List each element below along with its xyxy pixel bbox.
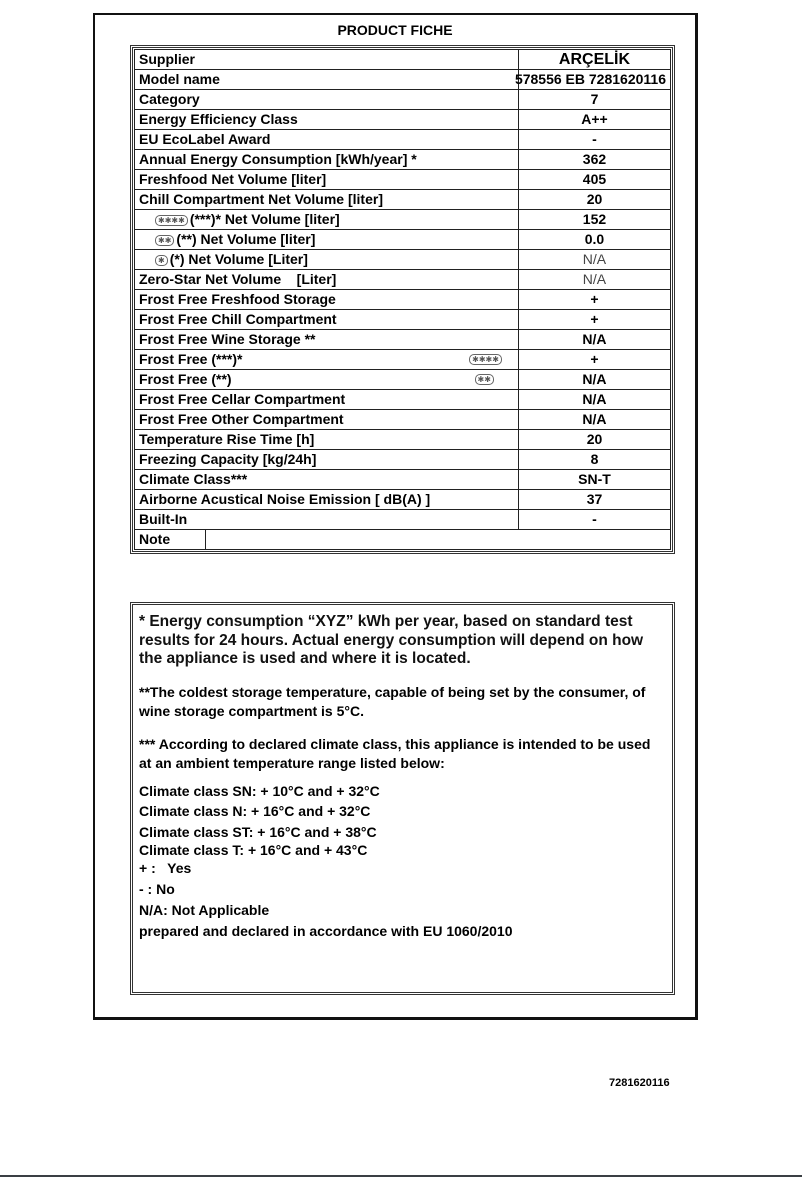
row-label: Category — [135, 90, 519, 110]
row-value: 20 — [518, 430, 670, 450]
two-star-freezer-icon: ✱✱ — [475, 374, 494, 385]
one-star-freezer-icon: ✱ — [155, 255, 168, 266]
row-label: Supplier — [135, 50, 519, 70]
row-value: + — [518, 350, 670, 370]
table-row — [135, 150, 671, 170]
table-row — [135, 130, 671, 150]
note-row — [135, 530, 671, 550]
row-value: 0.0 — [518, 230, 670, 250]
row-label-cell — [135, 350, 519, 370]
row-label: Frost Free Freshfood Storage — [135, 290, 519, 310]
row-value: - — [518, 510, 670, 530]
row-value: N/A — [518, 250, 670, 270]
climate-class-t: Climate class T: + 16°C and + 43°C — [139, 842, 368, 858]
row-value: SN-T — [518, 470, 670, 490]
row-label: Freshfood Net Volume [liter] — [135, 170, 519, 190]
spec-table-grid — [134, 49, 671, 550]
row-label: Energy Efficiency Class — [135, 110, 519, 130]
table-row — [135, 110, 671, 130]
row-label: Frost Free (**) — [139, 371, 232, 387]
row-label: Frost Free Other Compartment — [135, 410, 519, 430]
four-star-freezer-icon: ✱✱✱✱ — [469, 354, 502, 365]
row-value: 20 — [518, 190, 670, 210]
row-label: Chill Compartment Net Volume [liter] — [135, 190, 519, 210]
row-label: Model name — [135, 70, 519, 90]
climate-footnote: *** According to declared climate class, this appliance is intended to be used at an ambient temperature range listed below: — [139, 735, 651, 771]
row-label: Frost Free Chill Compartment — [135, 310, 519, 330]
table-row — [135, 290, 671, 310]
row-label: Frost Free Wine Storage ** — [135, 330, 519, 350]
row-label: Climate Class*** — [135, 470, 519, 490]
row-value: ARÇELİK — [518, 50, 670, 70]
table-row — [135, 170, 671, 190]
row-label: EU EcoLabel Award — [135, 130, 519, 150]
note-table — [135, 530, 670, 549]
table-row — [135, 350, 671, 370]
row-value — [514, 70, 670, 90]
row-value: N/A — [518, 330, 670, 350]
row-label: (***)* Net Volume [liter] — [189, 211, 340, 227]
row-value: N/A — [518, 370, 670, 390]
table-row — [135, 450, 671, 470]
row-label: Built-In — [135, 510, 519, 530]
row-value: N/A — [518, 390, 670, 410]
table-row — [135, 470, 671, 490]
legend-no: - : No — [139, 881, 175, 897]
table-row — [135, 70, 671, 90]
document-number: 7281620116 — [609, 1077, 670, 1089]
row-label-cell — [135, 370, 519, 390]
note-label: Note — [135, 530, 206, 549]
regulation-statement: prepared and declared in accordance with EU 1060/2010 — [139, 922, 513, 939]
row-label-cell — [135, 230, 519, 250]
energy-footnote: * Energy consumption “XYZ” kWh per year, based on standard test results for 24 hours. Actual energy consumption will depend on how the appliance is used and where it is located. — [139, 613, 644, 667]
row-value: 152 — [518, 210, 670, 230]
footnotes-box — [130, 602, 675, 995]
row-label-cell — [135, 250, 519, 270]
note-value — [206, 530, 671, 549]
row-label: (**) Net Volume [liter] — [176, 231, 316, 247]
table-row — [135, 390, 671, 410]
four-star-freezer-icon: ✱✱✱✱ — [155, 215, 188, 226]
row-value: A++ — [518, 110, 670, 130]
note-inner-row — [135, 530, 670, 549]
table-row — [135, 490, 671, 510]
climate-class-st: Climate class ST: + 16°C and + 38°C — [139, 823, 377, 840]
row-value: - — [518, 130, 670, 150]
row-value: 362 — [518, 150, 670, 170]
row-label-cell — [135, 210, 519, 230]
table-row — [135, 210, 671, 230]
page-title: PRODUCT FICHE — [337, 22, 453, 38]
table-row — [135, 230, 671, 250]
row-value: + — [518, 310, 670, 330]
row-value: 8 — [518, 450, 670, 470]
table-row — [135, 90, 671, 110]
note-cell — [135, 530, 671, 550]
table-row — [135, 410, 671, 430]
row-value: 37 — [518, 490, 670, 510]
table-row — [135, 370, 671, 390]
row-label: Zero-Star Net Volume [Liter] — [135, 270, 519, 290]
legend-yes: + : Yes — [139, 860, 192, 876]
table-row — [135, 330, 671, 350]
climate-class-sn: Climate class SN: + 10°C and + 32°C — [139, 782, 380, 799]
row-value: 7 — [518, 90, 670, 110]
table-row — [135, 270, 671, 290]
wine-storage-footnote: **The coldest storage temperature, capable of being set by the consumer, of wine storage compartment is 5°C. — [139, 683, 646, 719]
table-row — [135, 510, 671, 530]
row-label: Frost Free Cellar Compartment — [135, 390, 519, 410]
climate-class-n: Climate class N: + 16°C and + 32°C — [139, 803, 371, 819]
model-name-value: 578556 EB 7281620116 — [514, 71, 666, 87]
row-label: (*) Net Volume [Liter] — [169, 251, 308, 267]
table-row — [135, 250, 671, 270]
spec-table — [130, 45, 675, 554]
table-row — [135, 430, 671, 450]
table-row — [135, 190, 671, 210]
row-value: N/A — [518, 270, 670, 290]
two-star-freezer-icon: ✱✱ — [155, 235, 174, 246]
row-value: N/A — [518, 410, 670, 430]
legend-not-applicable: N/A: Not Applicable — [139, 902, 270, 918]
row-label: Frost Free (***)* — [139, 351, 243, 367]
table-row — [135, 50, 671, 70]
table-row — [135, 310, 671, 330]
row-label: Freezing Capacity [kg/24h] — [135, 450, 519, 470]
row-value: + — [518, 290, 670, 310]
row-value: 405 — [518, 170, 670, 190]
row-label: Annual Energy Consumption [kWh/year] * — [135, 150, 519, 170]
row-label: Airborne Acustical Noise Emission [ dB(A) ] — [135, 490, 519, 510]
row-label: Temperature Rise Time [h] — [135, 430, 519, 450]
